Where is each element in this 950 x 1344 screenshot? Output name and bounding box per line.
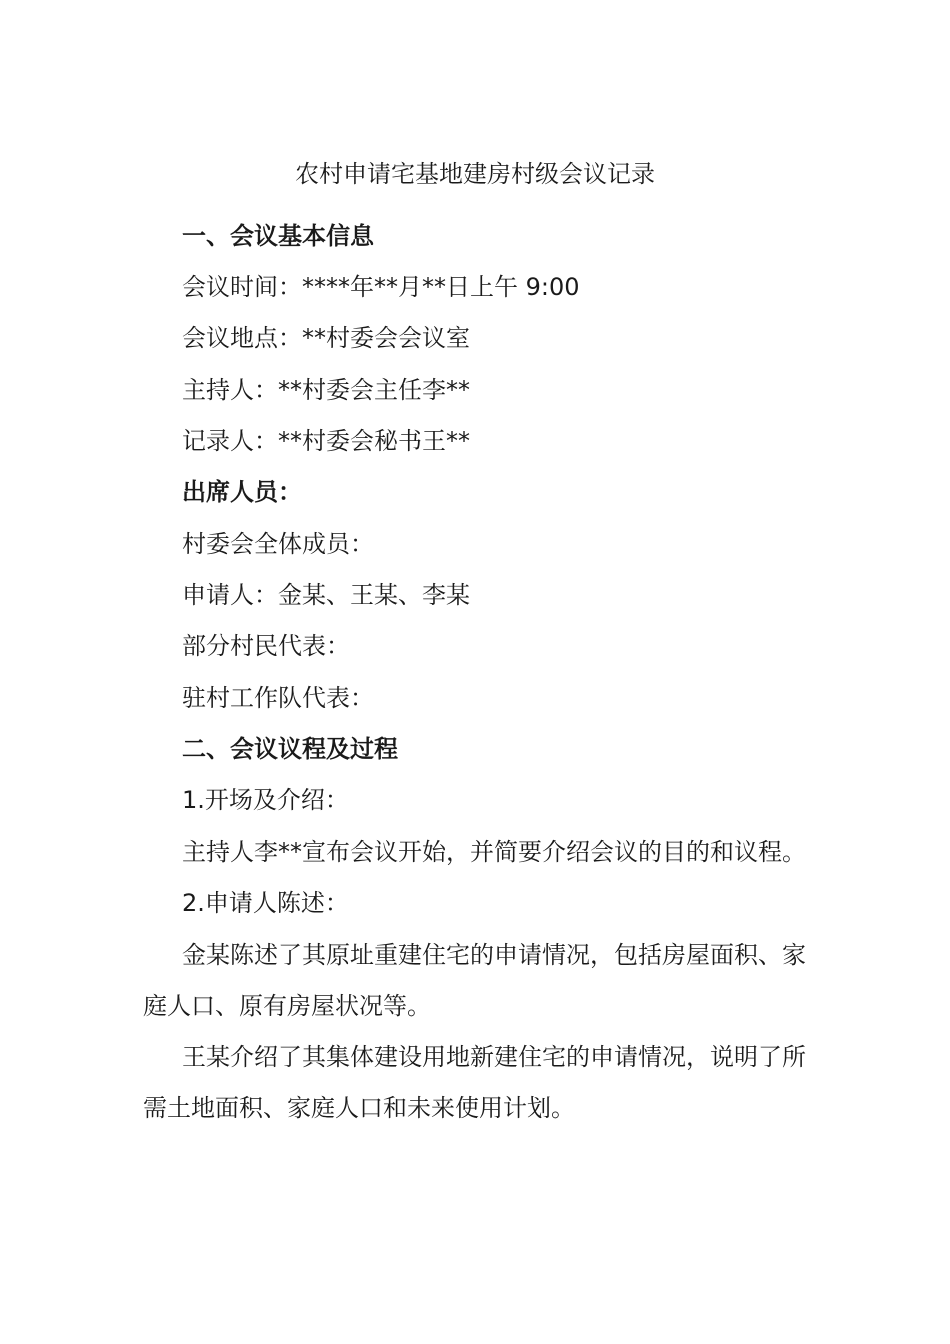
document-title: 农村申请宅基地建房村级会议记录	[295, 160, 655, 188]
attendee-applicants: 申请人：金某、王某、李某	[182, 581, 470, 609]
applicant-wang-line1: 王某介绍了其集体建设用地新建住宅的申请情况，说明了所	[182, 1043, 806, 1071]
attendee-work-team: 驻村工作队代表：	[182, 684, 374, 712]
attendees-heading: 出席人员：	[182, 478, 302, 506]
applicant-jin-line1: 金某陈述了其原址重建住宅的申请情况，包括房屋面积、家	[182, 941, 806, 969]
applicant-wang-line2: 需土地面积、家庭人口和未来使用计划。	[143, 1094, 575, 1122]
agenda-item2-heading: 2.申请人陈述：	[182, 889, 349, 917]
attendee-villagers: 部分村民代表：	[182, 632, 350, 660]
meeting-recorder: 记录人：**村委会秘书王**	[182, 427, 470, 455]
meeting-time: 会议时间：****年**月**日上午 9:00	[182, 273, 580, 301]
section1-heading: 一、会议基本信息	[182, 222, 374, 250]
attendee-committee: 村委会全体成员：	[182, 530, 374, 558]
agenda-item1-heading: 1.开场及介绍：	[182, 786, 349, 814]
meeting-place: 会议地点：**村委会会议室	[182, 324, 470, 352]
meeting-host: 主持人：**村委会主任李**	[182, 376, 470, 404]
section2-heading: 二、会议议程及过程	[182, 735, 398, 763]
agenda-item1-text: 主持人李**宣布会议开始，并简要介绍会议的目的和议程。	[182, 838, 806, 866]
applicant-jin-line2: 庭人口、原有房屋状况等。	[143, 992, 431, 1020]
